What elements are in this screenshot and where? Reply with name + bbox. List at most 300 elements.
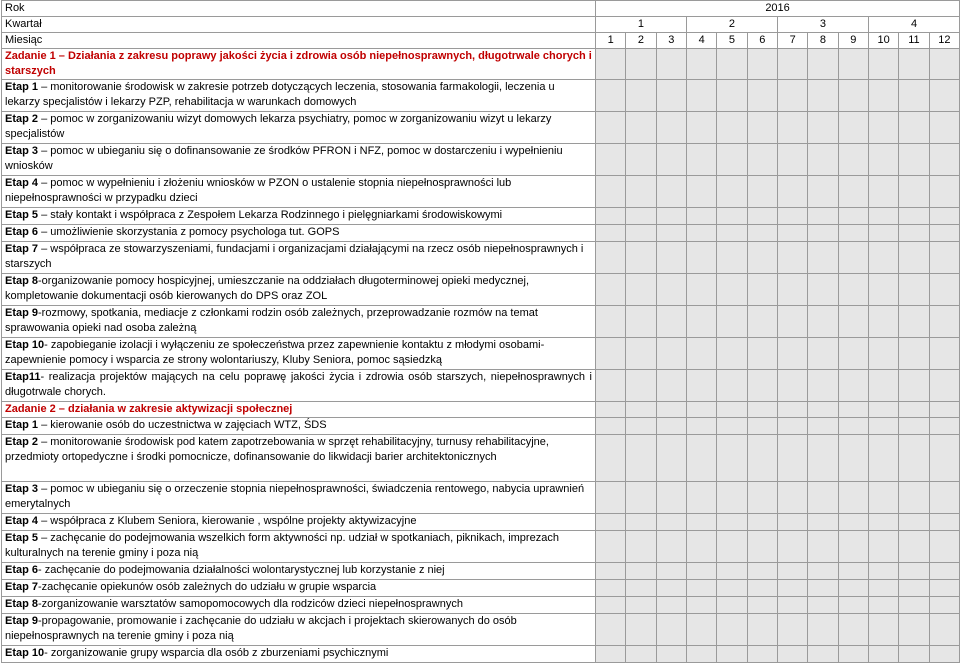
month-4: 4 (686, 33, 716, 49)
month-cell (838, 274, 868, 306)
month-cell (899, 514, 929, 531)
month-label: Miesiąc (2, 33, 596, 49)
zadanie-2-etap-2-text (2, 435, 596, 482)
month-cell (656, 80, 686, 112)
month-cell (686, 338, 716, 370)
month-cell (929, 49, 960, 80)
zadanie-2-etap-row (2, 531, 960, 563)
etap-label: Etap 3 (5, 145, 39, 157)
etap-description: – monitorowanie środowisk w zakresie potrzeb dotyczących leczenia, stosowania farmakologii, leczenia u lekarzy specjalistów i lekarzy PZP, rehabilitacja w warunkach domowych (5, 81, 555, 108)
month-cell (656, 597, 686, 614)
month-cell (717, 144, 747, 176)
month-cell (808, 580, 838, 597)
zadanie-2-etap-row (2, 418, 960, 435)
month-cell (747, 531, 777, 563)
month-cell (747, 176, 777, 208)
month-cell (686, 370, 716, 402)
zadanie-1-etap-row (2, 242, 960, 274)
zadanie-1-etap-row (2, 80, 960, 112)
month-cell (717, 646, 747, 663)
month-cell (596, 274, 626, 306)
month-1: 1 (596, 33, 626, 49)
etap-label: Etap 9 (5, 307, 39, 319)
etap-label: Etap 4 (5, 177, 39, 189)
month-cell (929, 402, 960, 418)
month-cell (838, 370, 868, 402)
quarter-3: 3 (777, 17, 868, 33)
month-cell (717, 563, 747, 580)
month-cell (717, 418, 747, 435)
month-cell (626, 306, 656, 338)
month-cell (717, 176, 747, 208)
month-cell (626, 563, 656, 580)
month-cell (777, 242, 807, 274)
month-cell (899, 370, 929, 402)
month-cell (838, 435, 868, 482)
month-cell (868, 144, 898, 176)
month-cell (929, 306, 960, 338)
month-cell (686, 563, 716, 580)
month-cell (747, 208, 777, 225)
month-cell (868, 531, 898, 563)
month-cell (838, 49, 868, 80)
etap-label: Etap 9 (5, 615, 39, 627)
month-cell (777, 531, 807, 563)
month-cell (868, 646, 898, 663)
month-cell (626, 614, 656, 646)
month-cell (747, 144, 777, 176)
etap-label: Etap 10 (5, 647, 45, 659)
month-cell (656, 49, 686, 80)
month-cell (747, 402, 777, 418)
month-cell (686, 402, 716, 418)
etap-description: – pomoc w ubieganiu się o orzeczenie stopnia niepełnosprawności, świadczenia rentowego, nabycia uprawnień emerytalnych (5, 483, 585, 510)
etap-label: Etap 2 (5, 436, 39, 448)
month-cell (808, 563, 838, 580)
month-cell (868, 225, 898, 242)
month-cell (747, 370, 777, 402)
etap-label: Etap 3 (5, 483, 39, 495)
month-cell (777, 274, 807, 306)
month-cell (777, 435, 807, 482)
etap-description: - zorganizowanie grupy wsparcia dla osób z zburzeniami psychicznymi (44, 647, 389, 659)
zadanie-1-etap-row (2, 176, 960, 208)
month-cell (626, 49, 656, 80)
month-cell (717, 597, 747, 614)
month-cell (868, 80, 898, 112)
zadanie-1-etap-row (2, 306, 960, 338)
zadanie-1-etap-2-text (2, 112, 596, 144)
month-cell (899, 482, 929, 514)
month-cell (747, 306, 777, 338)
month-cell (747, 597, 777, 614)
month-cell (747, 435, 777, 482)
month-cell (777, 597, 807, 614)
month-cell (626, 176, 656, 208)
month-cell (717, 242, 747, 274)
month-cell (868, 563, 898, 580)
month-cell (777, 144, 807, 176)
month-cell (656, 531, 686, 563)
month-cell (686, 418, 716, 435)
month-cell (808, 482, 838, 514)
month-cell (808, 646, 838, 663)
month-cell (717, 208, 747, 225)
month-cell (596, 225, 626, 242)
zadanie-1-etap-row (2, 112, 960, 144)
zadanie-2-etap-row (2, 482, 960, 514)
month-8: 8 (808, 33, 838, 49)
zadanie-2-etap-row (2, 514, 960, 531)
month-cell (596, 144, 626, 176)
month-cell (899, 597, 929, 614)
month-cell (899, 402, 929, 418)
quarter-label: Kwartał (2, 17, 596, 33)
month-cell (808, 176, 838, 208)
month-cell (929, 176, 960, 208)
month-cell (596, 370, 626, 402)
month-cell (596, 514, 626, 531)
month-cell (899, 646, 929, 663)
month-cell (899, 242, 929, 274)
month-10: 10 (868, 33, 898, 49)
month-cell (596, 646, 626, 663)
month-cell (686, 208, 716, 225)
etap-label: Etap 2 (5, 113, 39, 125)
month-cell (777, 563, 807, 580)
month-cell (808, 418, 838, 435)
zadanie-1-etap-8-text (2, 274, 596, 306)
month-cell (929, 482, 960, 514)
etap-description: -zachęcanie opiekunów osób zależnych do udziału w grupie wsparcia (38, 581, 377, 593)
month-cell (868, 514, 898, 531)
month-cell (808, 208, 838, 225)
month-cell (899, 306, 929, 338)
month-cell (717, 514, 747, 531)
month-cell (777, 580, 807, 597)
month-cell (899, 435, 929, 482)
month-cell (899, 225, 929, 242)
etap-label: Etap 4 (5, 515, 39, 527)
zadanie-1-etap-row (2, 225, 960, 242)
etap-description: – pomoc w wypełnieniu i złożeniu wniosków w PZON o ustalenie stopnia niepełnosprawności lub niepełnosprawności w przypadku dzieci (5, 177, 512, 204)
month-cell (717, 338, 747, 370)
month-cell (929, 597, 960, 614)
month-cell (777, 418, 807, 435)
month-cell (717, 614, 747, 646)
month-cell (838, 402, 868, 418)
month-cell (838, 614, 868, 646)
month-cell (777, 112, 807, 144)
month-cell (929, 614, 960, 646)
month-cell (868, 112, 898, 144)
month-cell (717, 435, 747, 482)
zadanie-2-etap-7-text (2, 580, 596, 597)
month-cell (656, 418, 686, 435)
month-cell (808, 112, 838, 144)
month-cell (868, 306, 898, 338)
month-cell (626, 242, 656, 274)
month-cell (747, 482, 777, 514)
month-cell (747, 338, 777, 370)
zadanie-1-etap-row (2, 274, 960, 306)
month-cell (747, 274, 777, 306)
month-cell (717, 370, 747, 402)
etap-label: Etap 1 (5, 81, 39, 93)
zadanie-1-etap-4-text (2, 176, 596, 208)
month-cell (929, 514, 960, 531)
month-cell (838, 208, 868, 225)
month-cell (808, 597, 838, 614)
month-cell (686, 482, 716, 514)
month-cell (626, 225, 656, 242)
month-cell (717, 225, 747, 242)
etap-description: -zorganizowanie warsztatów samopomocowych dla rodziców dzieci niepełnosprawnych (38, 598, 463, 610)
month-cell (686, 225, 716, 242)
etap-label: Etap 8 (5, 598, 39, 610)
etap-description: -propagowanie, promowanie i zachęcanie do udziału w akcjach i projektach skierowanych do osób niepełnosprawnych na terenie gminy i poza nią (5, 615, 517, 642)
month-cell (838, 306, 868, 338)
month-cell (717, 49, 747, 80)
month-6: 6 (747, 33, 777, 49)
month-cell (899, 614, 929, 646)
month-cell (808, 306, 838, 338)
month-cell (929, 225, 960, 242)
year-value: 2016 (596, 1, 960, 17)
month-cell (929, 338, 960, 370)
month-7: 7 (777, 33, 807, 49)
month-cell (868, 370, 898, 402)
month-cell (868, 435, 898, 482)
month-cell (808, 531, 838, 563)
month-cell (899, 418, 929, 435)
month-cell (808, 144, 838, 176)
month-cell (656, 514, 686, 531)
month-cell (838, 225, 868, 242)
month-cell (808, 370, 838, 402)
month-cell (656, 402, 686, 418)
month-cell (747, 418, 777, 435)
month-cell (626, 208, 656, 225)
etap-label: Etap 5 (5, 209, 39, 221)
etap-label: Etap 1 (5, 419, 39, 431)
month-cell (626, 514, 656, 531)
month-cell (747, 242, 777, 274)
month-cell (899, 144, 929, 176)
month-cell (747, 646, 777, 663)
month-cell (868, 580, 898, 597)
month-cell (656, 435, 686, 482)
quarter-1: 1 (596, 17, 687, 33)
month-cell (929, 242, 960, 274)
month-cell (686, 274, 716, 306)
month-cell (868, 274, 898, 306)
month-cell (656, 482, 686, 514)
month-cell (686, 531, 716, 563)
month-cell (747, 563, 777, 580)
month-cell (686, 597, 716, 614)
month-cell (838, 176, 868, 208)
zadanie-1-etap-row (2, 338, 960, 370)
month-cell (868, 338, 898, 370)
month-cell (808, 49, 838, 80)
month-cell (808, 514, 838, 531)
month-cell (899, 338, 929, 370)
zadanie-2-etap-4-text (2, 514, 596, 531)
month-cell (929, 580, 960, 597)
zadanie-2-etap-row (2, 580, 960, 597)
quarter-2: 2 (686, 17, 777, 33)
month-cell (717, 80, 747, 112)
month-cell (656, 563, 686, 580)
month-cell (747, 49, 777, 80)
month-cell (686, 646, 716, 663)
etap-description: -rozmowy, spotkania, mediacje z członkami rodzin osób zależnych, przeprowadzanie rozmów na temat sprawowania opieki nad osoba zależną (5, 307, 538, 334)
etap-label: Etap 5 (5, 532, 39, 544)
zadanie-2-title-row (2, 402, 960, 418)
month-cell (838, 597, 868, 614)
zadanie-2-etap-5-text (2, 531, 596, 563)
month-cell (777, 402, 807, 418)
month-cell (626, 597, 656, 614)
month-cell (868, 418, 898, 435)
etap-description: – pomoc w ubieganiu się o dofinansowanie ze środków PFRON i NFZ, pomoc w dostarczeniu i wypełnieniu wniosków (5, 145, 563, 172)
month-cell (596, 176, 626, 208)
month-cell (747, 614, 777, 646)
month-cell (747, 225, 777, 242)
month-cell (626, 435, 656, 482)
etap-label: Etap 6 (5, 564, 39, 576)
month-cell (626, 402, 656, 418)
month-cell (777, 306, 807, 338)
month-12: 12 (929, 33, 960, 49)
zadanie-2-etap-6-text (2, 563, 596, 580)
month-cell (868, 176, 898, 208)
month-cell (777, 338, 807, 370)
month-cell (626, 646, 656, 663)
month-cell (717, 580, 747, 597)
month-5: 5 (717, 33, 747, 49)
month-cell (808, 225, 838, 242)
month-cell (717, 482, 747, 514)
month-cell (838, 646, 868, 663)
month-cell (868, 482, 898, 514)
month-cell (596, 563, 626, 580)
quarter-row (2, 17, 960, 33)
month-cell (626, 338, 656, 370)
etap-description: – współpraca ze stowarzyszeniami, fundacjami i organizacjami działającymi na rzecz osób niepełnosprawnych i starszych (5, 243, 584, 270)
zadanie-2-etap-row (2, 614, 960, 646)
month-cell (686, 306, 716, 338)
month-cell (808, 614, 838, 646)
month-cell (929, 144, 960, 176)
etap-description: - zapobieganie izolacji i wyłączeniu ze społeczeństwa przez zapewnienie kontaktu z młodymi osobami- zapewnienie pomocy i wsparcia ze strony wolontariuszy, Kluby Seniora, pomoc sąsiedzką (5, 339, 545, 366)
month-cell (686, 514, 716, 531)
month-cell (899, 49, 929, 80)
month-cell (656, 112, 686, 144)
zadanie-1-etap-row (2, 208, 960, 225)
month-cell (686, 580, 716, 597)
quarter-4: 4 (868, 17, 959, 33)
zadanie-1-etap-6-text (2, 225, 596, 242)
month-cell (777, 225, 807, 242)
month-cell (929, 370, 960, 402)
zadanie-2-etap-row (2, 563, 960, 580)
month-cell (747, 80, 777, 112)
zadanie-2-etap-8-text (2, 597, 596, 614)
month-cell (808, 242, 838, 274)
zadanie-1-title: Zadanie 1 – Działania z zakresu poprawy jakości życia i zdrowia osób niepełnosprawnych, długotrwale chorych i starszych (2, 49, 596, 80)
month-cell (899, 563, 929, 580)
month-9: 9 (838, 33, 868, 49)
month-cell (596, 580, 626, 597)
zadanie-1-etap-9-text (2, 306, 596, 338)
month-cell (899, 208, 929, 225)
month-cell (868, 614, 898, 646)
month-cell (899, 176, 929, 208)
month-cell (808, 338, 838, 370)
etap-description: – kierowanie osób do uczestnictwa w zajęciach WTZ, ŚDS (38, 419, 327, 431)
month-cell (596, 338, 626, 370)
month-cell (717, 112, 747, 144)
month-cell (717, 306, 747, 338)
month-cell (899, 112, 929, 144)
month-cell (596, 49, 626, 80)
month-cell (777, 614, 807, 646)
month-cell (596, 112, 626, 144)
month-cell (686, 49, 716, 80)
month-cell (596, 482, 626, 514)
month-cell (777, 208, 807, 225)
month-cell (838, 80, 868, 112)
month-cell (656, 614, 686, 646)
zadanie-1-etap-7-text (2, 242, 596, 274)
month-cell (838, 242, 868, 274)
month-cell (656, 144, 686, 176)
month-cell (686, 614, 716, 646)
month-cell (838, 112, 868, 144)
month-cell (929, 112, 960, 144)
month-cell (596, 242, 626, 274)
month-3: 3 (656, 33, 686, 49)
year-label: Rok (2, 1, 596, 17)
month-cell (656, 208, 686, 225)
month-cell (777, 80, 807, 112)
month-cell (808, 402, 838, 418)
zadanie-2-title: Zadanie 2 – działania w zakresie aktywizacji społecznej (2, 402, 596, 418)
etap-description: - realizacja projektów mających na celu poprawę jakości życia i zdrowia osób starszych, niepełnosprawnych i długotrwale chorych. (5, 371, 592, 398)
month-cell (838, 531, 868, 563)
month-cell (868, 402, 898, 418)
zadanie-2-etap-9-text (2, 614, 596, 646)
month-cell (929, 646, 960, 663)
zadanie-1-etap-11-text (2, 370, 596, 402)
etap-label: Etap11 (5, 371, 41, 383)
month-cell (777, 514, 807, 531)
zadanie-1-etap-row (2, 370, 960, 402)
etap-description: – współpraca z Klubem Seniora, kierowanie , wspólne projekty aktywizacyjne (38, 515, 417, 527)
month-cell (626, 274, 656, 306)
month-cell (656, 646, 686, 663)
month-cell (686, 112, 716, 144)
month-cell (686, 144, 716, 176)
month-cell (656, 274, 686, 306)
month-cell (838, 144, 868, 176)
zadanie-2-etap-row (2, 646, 960, 663)
month-cell (596, 208, 626, 225)
zadanie-2-etap-10-text (2, 646, 596, 663)
month-cell (686, 80, 716, 112)
